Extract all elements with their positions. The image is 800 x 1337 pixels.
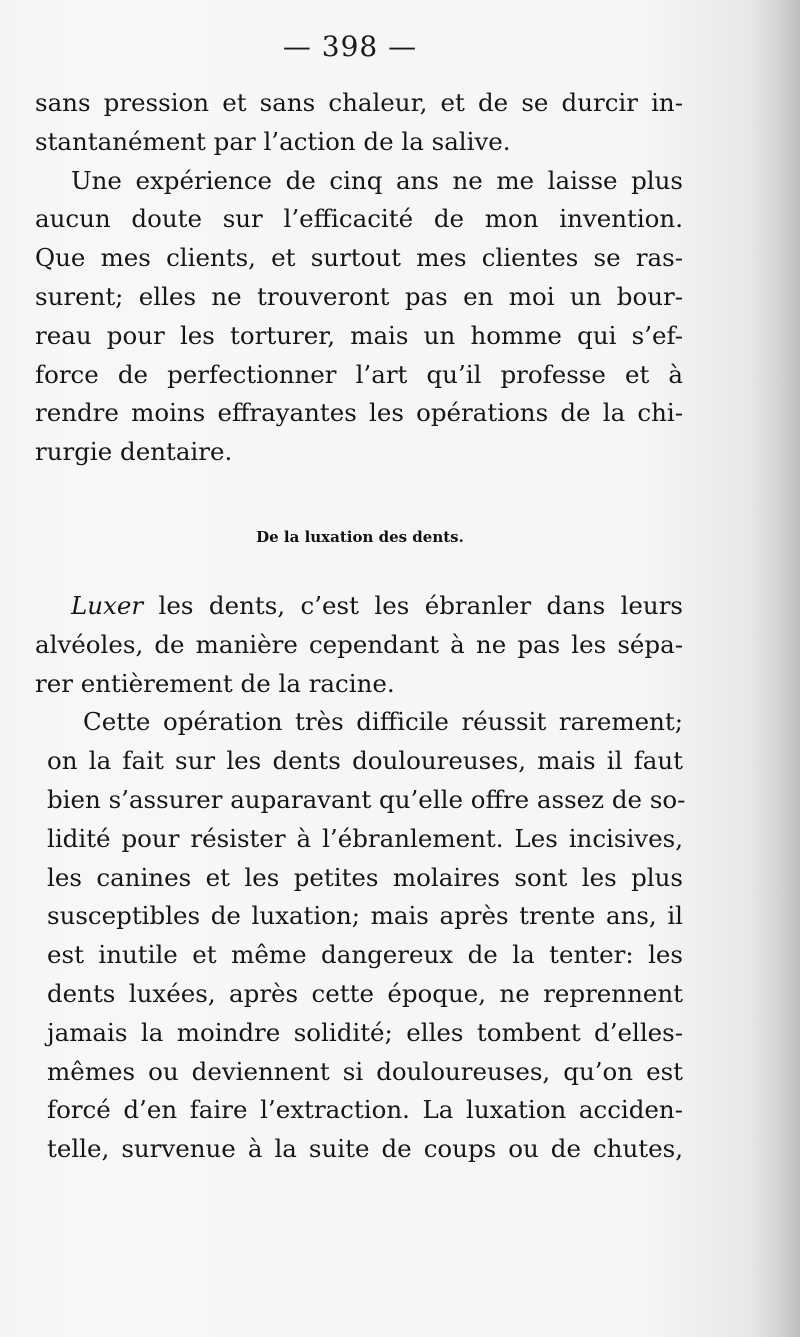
text-line: telle, survenue à la suite de coups ou de chutes,: [47, 1134, 683, 1164]
section-heading: De la luxation des dents.: [256, 528, 464, 546]
text-line: sans pression et sans chaleur, et de se durcir in-: [35, 88, 683, 117]
text-line: aucun doute sur l’efficacité de mon invention.: [35, 204, 683, 234]
text-line: mêmes ou deviennent si douloureuses, qu’on est: [47, 1056, 683, 1086]
text-line: bien s’assurer auparavant qu’elle offre assez de so-: [47, 784, 686, 814]
page-gutter-shadow: [750, 0, 800, 1337]
text-line: alvéoles, de manière cependant à ne pas les sépa-: [35, 629, 683, 659]
text-line: rer entièrement de la racine.: [35, 668, 395, 698]
text-line: force de perfectionner l’art qu’il professe et à: [35, 359, 683, 389]
text-line: dents luxées, après cette époque, ne reprennent: [47, 978, 683, 1008]
text-line: est inutile et même dangereux de la tenter: les: [47, 940, 683, 970]
text-line: lidité pour résister à l’ébranlement. Les incisives,: [47, 823, 683, 853]
text-line-rest: les dents, c’est les ébranler dans leurs: [143, 591, 683, 620]
text-line: [35, 587, 683, 626]
text-line: rendre moins effrayantes les opérations de la chi-: [35, 398, 683, 428]
text-line: stantanément par l’action de la salive.: [35, 126, 511, 156]
emphasized-term: Luxer: [71, 591, 144, 620]
paragraph-experience: [35, 162, 683, 472]
text-line: les canines et les petites molaires sont les plus: [47, 862, 683, 892]
text-line: reau pour les torturer, mais un homme qui s’ef-: [35, 320, 683, 350]
text-line: Une expérience de cinq ans ne me laisse plus: [71, 165, 683, 195]
text-line: surent; elles ne trouveront pas en moi un bour-: [35, 281, 683, 311]
text-line: jamais la moindre solidité; elles tombent d’elles-: [47, 1017, 683, 1047]
paragraph-definition: [35, 587, 683, 703]
text-line: on la fait sur les dents douloureuses, mais il faut: [47, 746, 683, 776]
text-line: Que mes clients, et surtout mes clientes se ras-: [35, 243, 683, 273]
text-line: susceptibles de luxation; mais après trente ans, il: [47, 901, 683, 931]
text-line: Cette opération très difficile réussit rarement;: [83, 707, 683, 737]
paragraph-continuation: [35, 84, 683, 162]
page-number: — 398 —: [282, 30, 418, 63]
paragraph-operation: [47, 703, 686, 1169]
text-line: forcé d’en faire l’extraction. La luxation acciden-: [47, 1095, 683, 1125]
text-line: rurgie dentaire.: [35, 437, 233, 467]
